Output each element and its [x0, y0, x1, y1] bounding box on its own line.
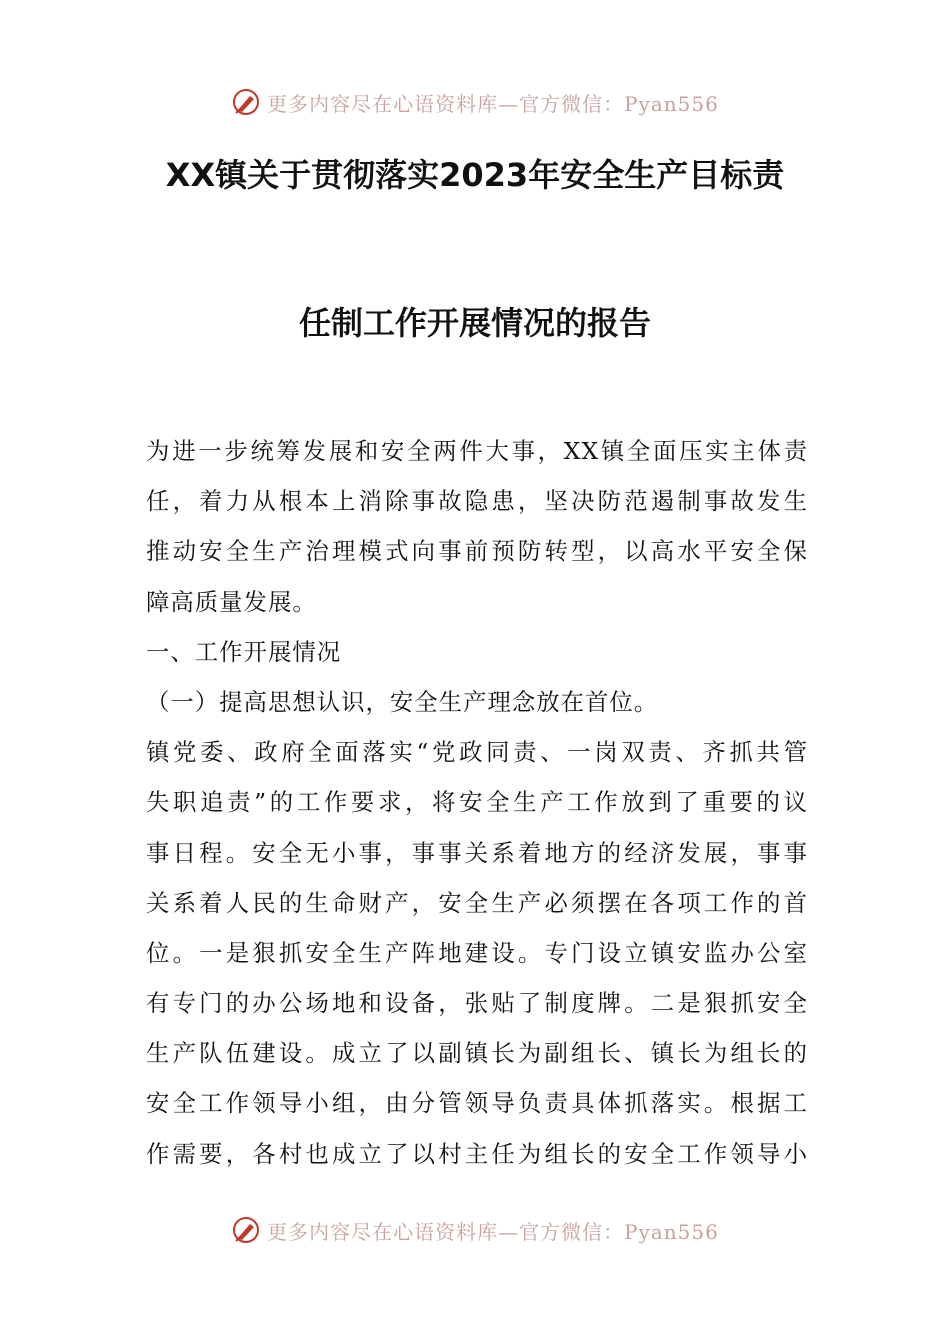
- document-title-line-2: 任制工作开展情况的报告: [298, 304, 651, 342]
- body-line: 关系着人民的生命财产，安全生产必须摆在各项工作的首: [146, 888, 808, 917]
- body-line: 镇党委、政府全面落实“党政同责、一岗双责、齐抓共管: [146, 738, 808, 767]
- body-line: 为进一步统筹发展和安全两件大事，XX镇全面压实主体责: [146, 437, 808, 465]
- header-watermark: [0, 82, 950, 122]
- body-line: 有专门的办公场地和设备，张贴了制度牌。二是狠抓安全: [146, 989, 808, 1018]
- document-body: [146, 426, 808, 1179]
- body-line: 生产队伍建设。成立了以副镇长为副组长、镇长为组长的: [146, 1039, 808, 1068]
- document-title-line-1: XX镇关于贯彻落实2023年安全生产目标责: [165, 156, 785, 194]
- body-line: 事日程。安全无小事，事事关系着地方的经济发展，事事: [146, 838, 808, 867]
- body-line: 安全工作领导小组，由分管领导负责具体抓落实。根据工: [146, 1089, 808, 1118]
- body-line: 失职追责”的工作要求，将安全生产工作放到了重要的议: [146, 788, 808, 817]
- pen-logo-icon: [231, 87, 261, 117]
- pen-logo-icon: [231, 1215, 261, 1245]
- body-line: 障高质量发展。: [146, 587, 317, 616]
- footer-watermark: [0, 1210, 950, 1250]
- body-line: 作需要，各村也成立了以村主任为组长的安全工作领导小: [146, 1139, 808, 1168]
- body-line: 任，着力从根本上消除事故隐患，坚决防范遏制事故发生: [146, 487, 808, 516]
- watermark-text: 更多内容尽在心语资料库—官方微信：Pyan556: [267, 1219, 719, 1244]
- body-line: 推动安全生产治理模式向事前预防转型，以高水平安全保: [146, 537, 808, 566]
- watermark-text: 更多内容尽在心语资料库—官方微信：Pyan556: [267, 91, 719, 116]
- subsection-heading: （一）提高思想认识，安全生产理念放在首位。: [146, 687, 659, 716]
- section-heading: 一、工作开展情况: [146, 637, 342, 666]
- body-line: 位。一是狠抓安全生产阵地建设。专门设立镇安监办公室: [146, 938, 808, 967]
